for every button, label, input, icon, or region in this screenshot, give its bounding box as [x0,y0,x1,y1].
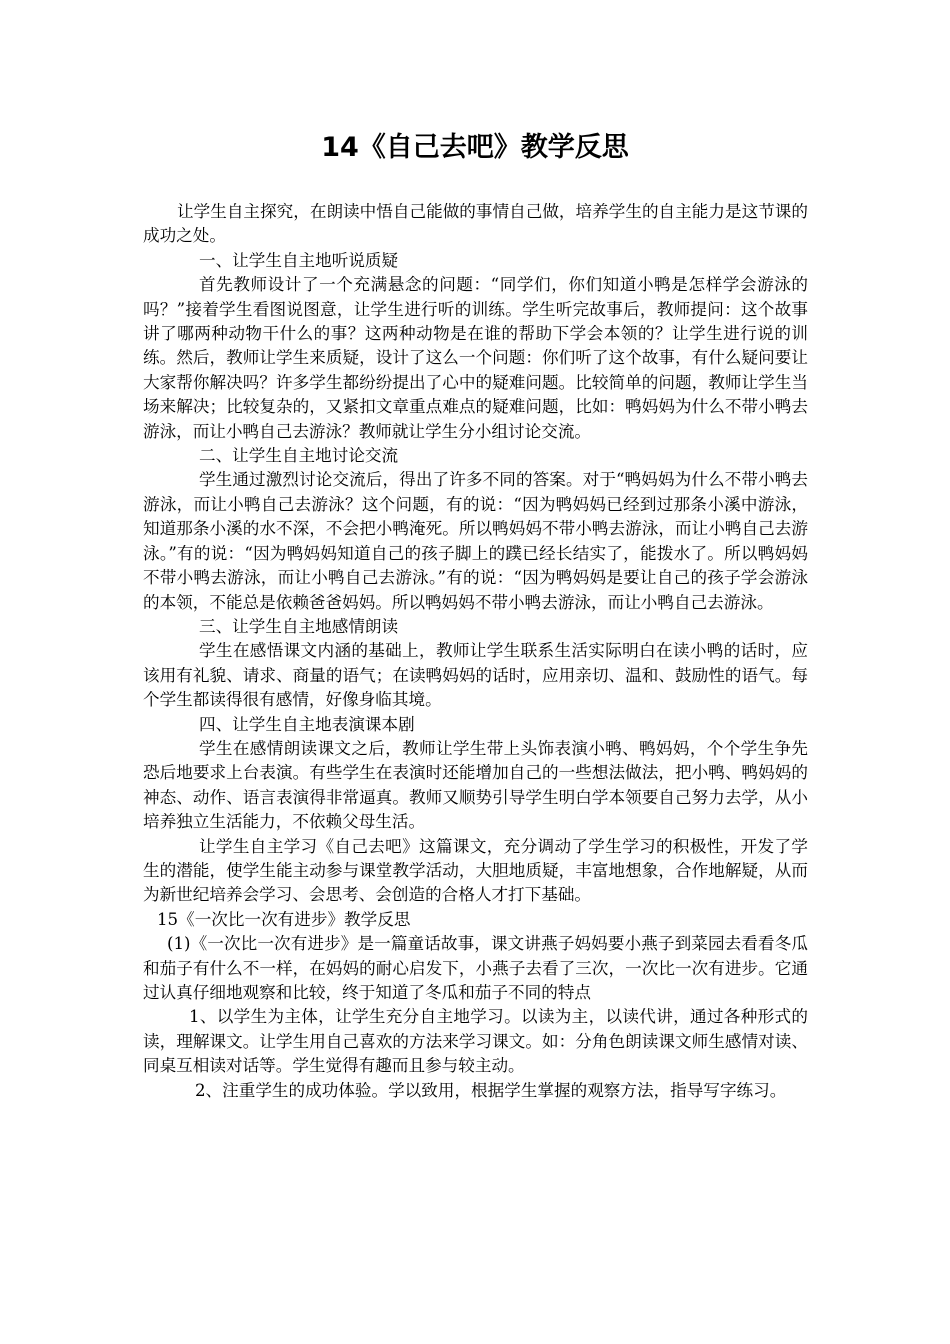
paragraph-conclusion: 让学生自主学习《自己去吧》这篇课文，充分调动了学生学习的积极性，开发了学生的潜能，使学生能主动参与课堂教学活动，大胆地质疑，丰富地想象，合作地解疑，从而为新世纪培养会学习、会思考、会创造的合格人才打下基础。 [143,836,808,905]
paragraph-section-1: 首先教师设计了一个充满悬念的问题：“同学们，你们知道小鸭是怎样学会游泳的吗？”接着学生看图说图意，让学生进行听的训练。学生听完故事后，教师提问：这个故事讲了哪两种动物干什么的事？这两种动物是在谁的帮助下学会本领的？让学生进行说的训练。然后，教师让学生来质疑，设计了这么一个问题：你们听了这个故事，有什么疑问要让大家帮你解决吗？许多学生都纷纷提出了心中的疑难问题。比较简单的问题，教师让学生当场来解决；比较复杂的，又紧扣文章重点难点的疑难问题，比如：鸭妈妈为什么不带小鸭去游泳，而让小鸭自己去游泳？教师就让学生分小组讨论交流。 [143,275,808,441]
section-heading-2: 二、让学生自主地讨论交流 [199,446,399,466]
document-body [143,200,808,1103]
section-heading-3: 三、让学生自主地感情朗读 [199,616,399,636]
paragraph-lesson-15-intro: (1)《一次比一次有进步》是一篇童话故事，课文讲燕子妈妈要小燕子到菜园去看看冬瓜和茄子有什么不一样，在妈妈的耐心启发下，小燕子去看了三次，一次比一次有进步。它通过认真仔细地观察和比较，终于知道了冬瓜和茄子不同的特点 [143,934,808,1002]
section-heading-1: 一、让学生自主地听说质疑 [199,250,399,270]
lesson-15-heading: 15《一次比一次有进步》教学反思 [157,909,411,929]
section-heading-4: 四、让学生自主地表演课本剧 [199,714,415,734]
paragraph-lesson-15-point-2: 2、注重学生的成功体验。学以致用，根据学生掌握的观察方法，指导写字练习。 [195,1080,787,1100]
paragraph-lesson-15-point-1: 1、以学生为主体，让学生充分自主地学习。以读为主，以读代讲，通过各种形式的读，理解课文。让学生用自己喜欢的方法来学习课文。如：分角色朗读课文师生感情对读、同桌互相读对话等。学生觉得有趣而且参与较主动。 [143,1007,808,1076]
document-title: 14《自己去吧》教学反思 [321,132,629,163]
paragraph-section-3: 学生在感悟课文内涵的基础上，教师让学生联系生活实际明白在读小鸭的话时，应该用有礼貌、请求、商量的语气；在读鸭妈妈的话时，应用亲切、温和、鼓励性的语气。每个学生都读得很有感情，好像身临其境。 [143,641,808,710]
paragraph-section-2: 学生通过激烈讨论交流后，得出了许多不同的答案。对于“鸭妈妈为什么不带小鸭去游泳，而让小鸭自己去游泳？这个问题，有的说：“因为鸭妈妈已经到过那条小溪中游泳，知道那条小溪的水不深，不会把小鸭淹死。所以鸭妈妈不带小鸭去游泳，而让小鸭自己去游泳。”有的说：“因为鸭妈妈知道自己的孩子脚上的蹼已经长结实了，能拨水了。所以鸭妈妈不带小鸭去游泳，而让小鸭自己去游泳。”有的说：“因为鸭妈妈是要让自己的孩子学会游泳的本领，不能总是依赖爸爸妈妈。所以鸭妈妈不带小鸭去游泳，而让小鸭自己去游泳。 [143,470,808,612]
paragraph-section-4: 学生在感情朗读课文之后，教师让学生带上头饰表演小鸭、鸭妈妈，个个学生争先恐后地要求上台表演。有些学生在表演时还能增加自己的一些想法做法，把小鸭、鸭妈妈的神态、动作、语言表演得非常逼真。教师又顺势引导学生明白学本领要自己努力去学，从小培养独立生活能力，不依赖父母生活。 [143,738,808,832]
paragraph-intro: 让学生自主探究，在朗读中悟自己能做的事情自己做，培养学生的自主能力是这节课的成功之处。 [143,202,808,246]
